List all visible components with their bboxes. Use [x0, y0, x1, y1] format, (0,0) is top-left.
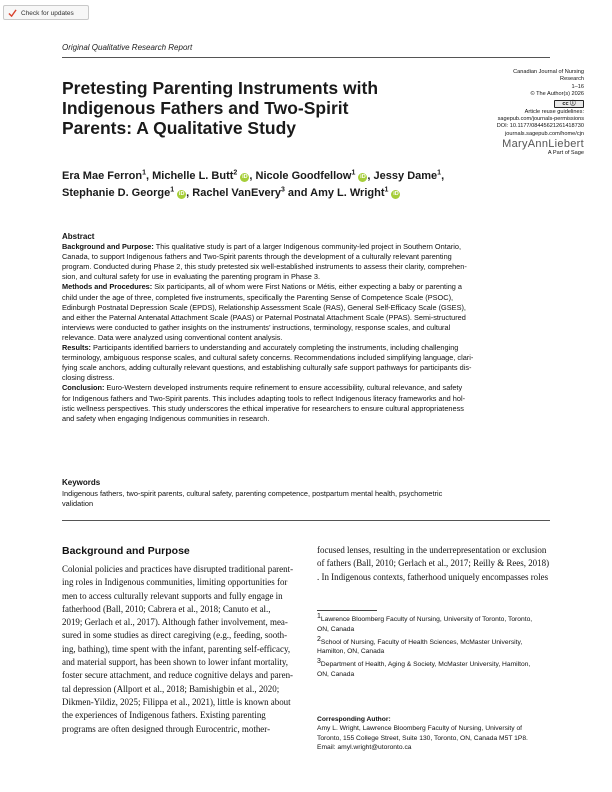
body-line: of fathers (Ball, 2010; Gerlach et al., 2017; Reilly & Rees, 2018) — [317, 558, 550, 569]
section-heading: Background and Purpose — [62, 545, 190, 557]
affiliation-line: ON, Canada — [317, 625, 355, 633]
check-for-updates-button[interactable] — [3, 5, 89, 20]
reuse-link[interactable]: sagepub.com/journals-permissions — [497, 116, 584, 123]
author-name: Nicole Goodfellow — [255, 170, 352, 182]
corresponding-line: Amy L. Wright, Lawrence Bloomberg Faculty of Nursing, University of — [317, 725, 523, 733]
orcid-icon[interactable]: iD — [178, 191, 185, 197]
abstract-heading: Abstract — [62, 232, 95, 241]
abstract-line: relevance. Data were analyzed using conventional content analysis. — [62, 332, 283, 342]
footnote-rule — [317, 610, 377, 611]
abstract-line: fying scale anchors, adding culturally relevant questions, and establishing culturally safe support pathways for participants dis- — [62, 363, 472, 373]
affiliation-line: ON, Canada — [317, 670, 355, 678]
author-conjunction: and — [284, 187, 311, 199]
abstract-line: Edinburgh Postnatal Depression Scale (EPDS), Relationship Assessment Scale (RAS), General Self-Efficacy Scale (GSES), — [62, 302, 466, 312]
journal-info — [434, 69, 584, 157]
body-line: foster secure attachment, and reduce cognitive delays and paren- — [62, 670, 294, 681]
body-line: 2019; Gerlach et al., 2017). Although father involvement, mea- — [62, 617, 288, 628]
affiliation-line — [317, 657, 553, 670]
body-line: tal depression (Allport et al., 2018; Bamishigbin et al., 2020; — [62, 683, 280, 694]
abstract-label: Conclusion: — [62, 383, 105, 393]
author-name: Era Mae Ferron — [62, 170, 143, 182]
abstract-text: This qualitative study is part of a larger Indigenous community-led project in Southern Ontario, — [153, 242, 462, 252]
orcid-icon[interactable]: iD — [242, 174, 248, 180]
abstract — [62, 232, 550, 424]
abstract-line: child under the age of three, completed five instruments, specifically the Parenting Sense of Competence Scale (PSOC), — [62, 292, 454, 302]
journal-pages: 1–16 — [571, 83, 584, 90]
affiliations — [317, 612, 553, 680]
journal-homepage-link[interactable]: journals.sagepub.com/home/cjn — [505, 130, 584, 137]
keywords — [62, 478, 550, 510]
author-separator: , — [186, 187, 193, 199]
body-line: focused lenses, resulting in the underrepresentation or exclusion — [317, 545, 547, 555]
abstract-line — [62, 383, 550, 393]
body-left-column — [62, 544, 297, 736]
journal-name-line-1: Canadian Journal of Nursing — [513, 69, 584, 75]
affiliation-number: 2 — [317, 635, 321, 643]
body-line: programs are often designed through Eurocentric, mother- — [62, 723, 271, 734]
article-title — [62, 78, 442, 138]
title-line-3: Parents: A Qualitative Study — [62, 118, 297, 138]
author-name: Michelle L. Butt — [152, 170, 234, 182]
doi[interactable]: DOI: 10.1177/08445621261418730 — [496, 123, 584, 130]
author-separator: , — [146, 170, 153, 182]
author-line-1: Era Mae Ferron$^1$, Michelle L. Butt$^2$ iD , Nicole Goodfellow$^1$ iD , Jessy Dame$^1$, — [62, 169, 445, 182]
author-list — [62, 168, 512, 202]
keywords-line: Indigenous fathers, two-spirit parents, cultural safety, parenting competence, postpartum mental health, psychometric — [62, 488, 443, 498]
author-line-2 — [62, 185, 512, 202]
abstract-line: closing distress. — [62, 373, 115, 383]
abstract-text: Participants identified barriers to understanding and accurately completing the instruments, including challenging — [90, 343, 459, 353]
check-for-updates-label: Check for updates — [21, 10, 74, 17]
keywords-line: validation — [62, 499, 94, 508]
orcid-icon[interactable]: iD — [360, 174, 366, 180]
body-line: ing roles in Indigenous communities, limiting opportunities for — [62, 577, 288, 588]
affiliation-line — [317, 612, 553, 625]
author-affil-sup: 2 — [233, 169, 238, 177]
abstract-line: interviews were conducted to gather insights on the instruments’ instructions, terminology, response scales, and cultural — [62, 322, 451, 332]
journal-copyright: © The Author(s) 2026 — [530, 91, 584, 98]
author-affil-sup: 1 — [384, 186, 389, 194]
author-name: Amy L. Wright — [310, 187, 385, 199]
author-affil-sup: 1 — [437, 169, 442, 177]
author-affil-sup: 1 — [170, 186, 175, 194]
abstract-label: Methods and Procedures: — [62, 282, 153, 292]
cc-license-badge[interactable]: cc ⓘ — [554, 100, 584, 108]
abstract-line: Canada, to support Indigenous fathers and Two-Spirit parents through the development of a culturally relevant parenting — [62, 252, 452, 262]
affiliation-text: Department of Health, Aging & Society, McMaster University, Hamilton, — [320, 661, 531, 669]
reuse-label: Article reuse guidelines: — [524, 108, 584, 115]
abstract-text: Euro-Western developed instruments require refinement to ensure accessibility, cultural relevance, and safety — [104, 383, 463, 393]
abstract-line — [62, 242, 550, 252]
check-updates-icon — [8, 9, 17, 17]
body-line: fatherhood (Ball, 2010; Cabrera et al., 2018; Canuto et al., — [62, 603, 271, 614]
body-line: the experiences of Indigenous fathers. Existing parenting — [62, 710, 266, 721]
body-line: ing, bathing), time spent with the infant, parenting self-efficacy, — [62, 643, 291, 654]
abstract-divider — [62, 520, 550, 521]
affiliation-text: Lawrence Bloomberg Faculty of Nursing, University of Toronto, Toronto, — [320, 616, 533, 623]
abstract-line: istic wellness perspectives. This study underscores the ethical imperative for researchers to ensure cultural appropriateness — [62, 403, 464, 413]
body-line: men to access culturally relevant supports and fully engage in — [62, 590, 283, 601]
title-line-1: Pretesting Parenting Instruments with — [62, 78, 379, 98]
publisher-logo: MaryAnnLiebert — [502, 138, 584, 151]
author-affil-sup: 1 — [351, 169, 356, 177]
corresponding-heading: Corresponding Author: — [317, 716, 391, 723]
abstract-line: program. Conducted during Phase 2, this study pretested six well-established instruments to assess their clarity, comprehen- — [62, 262, 467, 272]
author-affil-sup: 3 — [280, 186, 285, 194]
abstract-line — [62, 282, 550, 292]
abstract-line: sion, and cultural safety for use in evaluating the parenting program in Phase 3. — [62, 272, 321, 282]
publisher-sub: A Part of Sage — [547, 150, 584, 157]
corresponding-author — [317, 715, 553, 752]
author-name: Rachel VanEvery — [192, 187, 281, 199]
report-type: Original Qualitative Research Report — [62, 43, 193, 52]
author-name: Jessy Dame — [373, 170, 438, 182]
abstract-label: Background and Purpose: — [62, 242, 154, 252]
corresponding-email[interactable]: Email: amyl.wright@utoronto.ca — [317, 743, 412, 751]
author-affil-sup: 1 — [142, 169, 146, 177]
author-separator: , — [249, 170, 256, 182]
body-right-column — [317, 544, 553, 584]
author-separator: , — [367, 170, 374, 182]
author-name: Stephanie D. George — [62, 187, 171, 199]
abstract-line: for Indigenous fathers and Two-Spirit parents. This includes adapting tools to reflect Indigenous literacy frameworks and hol- — [62, 393, 466, 403]
abstract-text: Six participants, all of whom were First Nations or Métis, either expecting a baby or parenting a — [152, 282, 462, 292]
body-line: . In Indigenous contexts, fatherhood uniquely encompasses roles — [317, 571, 549, 582]
title-line-2: Indigenous Fathers and Two-Spirit — [62, 98, 349, 118]
abstract-line: terminology, ambiguous response scales, and cultural safety concerns. Recommendations included simplifying language, clari- — [62, 353, 474, 363]
abstract-line — [62, 343, 550, 353]
abstract-label: Results: — [62, 343, 91, 353]
affiliation-text: School of Nursing, Faculty of Health Sciences, McMaster University, — [320, 638, 523, 646]
affiliation-line: Hamilton, ON, Canada — [317, 648, 385, 656]
body-line: and material support, has been shown to lower infant mortality, — [62, 657, 289, 668]
body-line: Dikmen-Yildiz, 2025; Filippa et al., 2021), little is known about — [62, 696, 291, 707]
header-rule — [62, 57, 550, 58]
affiliation-number: 3 — [317, 657, 321, 665]
corresponding-line: Toronto, 155 College Street, Suite 130, Toronto, ON, Canada M5T 1P8. — [317, 734, 528, 742]
keywords-heading: Keywords — [62, 478, 101, 487]
abstract-line: and either the Paternal Antenatal Attachment Scale (PAAS) or Paternal Postnatal Attachment Scale (PPAS). Semi-structured — [62, 312, 466, 322]
affiliation-line — [317, 635, 553, 648]
body-line: sured in some studies as direct caregiving (e.g., feeding, sooth- — [62, 630, 288, 641]
body-line: Colonial policies and practices have disrupted traditional parent- — [62, 564, 294, 574]
journal-name-line-2: Research — [560, 76, 584, 83]
orcid-icon[interactable]: iD — [393, 191, 399, 197]
abstract-line: and safety when engaging Indigenous communities in research. — [62, 413, 270, 423]
affiliation-number: 1 — [317, 612, 321, 620]
